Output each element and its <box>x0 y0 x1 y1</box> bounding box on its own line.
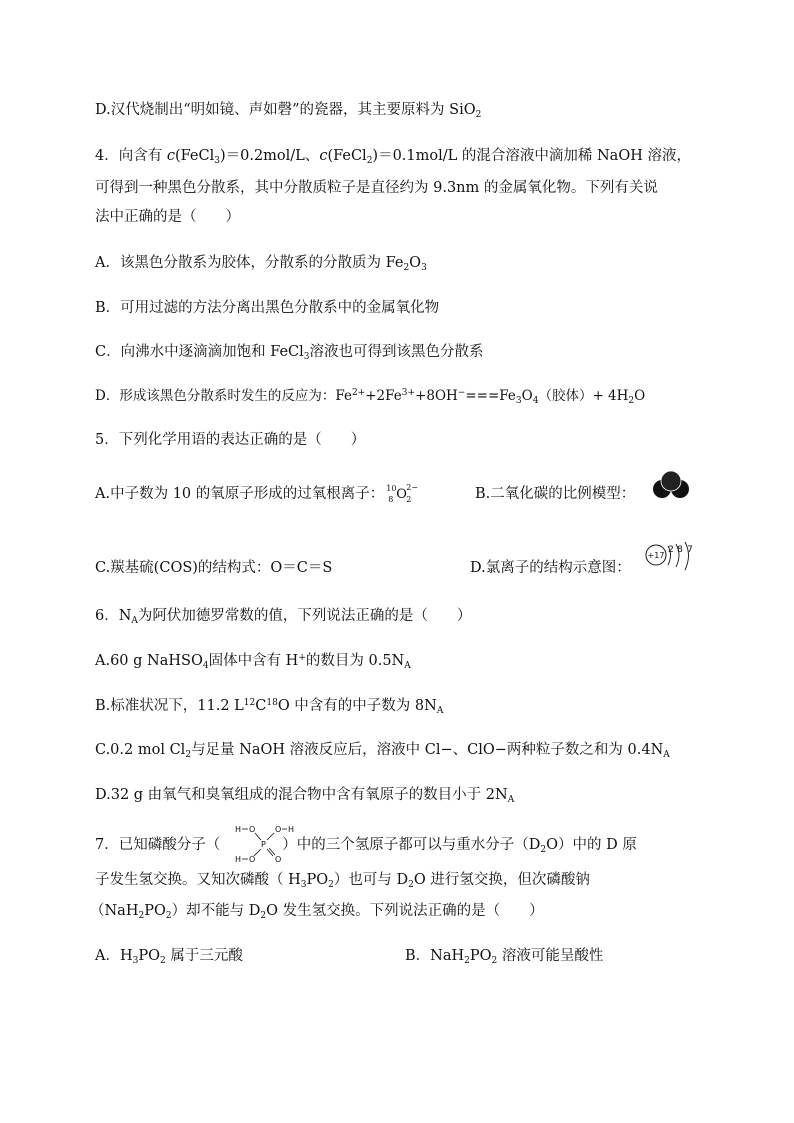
subscript: 3 <box>300 880 307 890</box>
atom-o3: O <box>249 855 256 864</box>
bond <box>269 848 275 855</box>
question-5-option-d: D.氯离子的结构示意图： <box>470 560 631 576</box>
element-symbol: O <box>396 487 407 502</box>
subscript: A <box>404 661 411 671</box>
text: +8OH <box>415 388 458 404</box>
text: 固体中含有 H <box>208 653 299 669</box>
text: ===Fe <box>465 388 516 404</box>
text: (FeCl <box>327 148 367 164</box>
text: D.汉代烧制出“明如镜、声如磬”的瓷器，其主要原料为 SiO <box>95 102 476 118</box>
text: 溶液可能呈酸性 <box>497 948 604 964</box>
atom-h1: H <box>235 825 242 834</box>
question-7-stem <box>95 835 637 855</box>
text: O 中含有的中子数为 8N <box>277 698 437 714</box>
subscript: 2 <box>138 911 145 921</box>
subscript: 2 <box>328 880 334 890</box>
text: O）中的 D 原 <box>546 837 637 853</box>
text: C <box>255 698 267 714</box>
phosphoric-acid-structure-diagram <box>229 822 295 866</box>
text: A．H <box>95 948 133 964</box>
atom-p: P <box>261 840 266 849</box>
carbon-atom <box>661 471 681 491</box>
chloride-ion-structure-diagram <box>643 540 703 580</box>
peroxide-ion-notation <box>384 484 418 504</box>
text: A.中子数为 10 的氧原子形成的过氧根离子： <box>95 486 385 502</box>
subscript: 3 <box>132 956 139 966</box>
subscript: 2 <box>408 880 414 890</box>
subscript: 4 <box>202 661 209 671</box>
superscript: + <box>298 653 306 663</box>
text: C.0.2 mol Cl <box>95 742 186 758</box>
text: O 发生氢交换。下列说法正确的是（ ） <box>266 903 544 919</box>
subscript: 3 <box>303 352 310 362</box>
text: 属于三元酸 <box>165 948 243 964</box>
text: O <box>409 255 422 271</box>
question-5-option-c: C.羰基硫(COS)的结构式：O＝C＝S <box>95 560 333 576</box>
mass-number: 10 <box>386 484 397 493</box>
text: B.标准状况下，11.2 L <box>95 698 244 714</box>
subscript: 2 <box>403 263 410 273</box>
question-5-option-a <box>95 484 418 504</box>
atom-o1: O <box>249 825 256 834</box>
subscript: 3 <box>421 263 427 273</box>
superscript: − <box>457 388 466 398</box>
atomic-number: 8 <box>388 495 394 504</box>
subscript: A <box>436 706 444 716</box>
subscript: 2 <box>464 956 470 966</box>
question-4-option-a <box>95 253 427 273</box>
text: ）也可与 D <box>333 872 409 888</box>
subscript: A <box>663 750 670 760</box>
subscript: 2 <box>366 156 373 166</box>
text: PO <box>138 948 161 964</box>
text: 6．N <box>95 608 132 624</box>
question-6-option-c <box>95 740 670 760</box>
text: A．该黑色分散系为胶体，分散系的分散质为 Fe <box>95 255 404 271</box>
text: PO <box>469 948 492 964</box>
text: （胶体）+ 4H <box>538 388 629 404</box>
shell-electrons-2: 8 <box>677 545 683 555</box>
text: O 进行氢交换，但次磷酸钠 <box>413 872 590 888</box>
question-4-option-d <box>95 386 645 406</box>
question-6-stem <box>95 606 471 626</box>
question-4-line-2: 可得到一种黑色分散系，其中分散质粒子是直径约为 9.3nm 的金属氧化物。下列有关说 <box>95 180 658 196</box>
subscript: 3 <box>515 396 522 406</box>
atom-o4: O <box>275 855 282 864</box>
text: (FeCl <box>174 148 215 164</box>
subscript: 2 <box>475 110 482 120</box>
question-4-option-c <box>95 342 484 362</box>
text: C．向沸水中逐滴滴加饱和 FeCl <box>95 344 304 360</box>
subscript: 2 <box>185 750 192 760</box>
question-6-option-a <box>95 651 411 671</box>
question-5-stem: 5．下列化学用语的表达正确的是（ ） <box>95 432 366 448</box>
text: PO <box>306 872 329 888</box>
subscript: 2 <box>165 911 172 921</box>
bond <box>255 833 261 840</box>
subscript: 2 <box>160 956 166 966</box>
text: B．NaH <box>405 948 465 964</box>
option-d-line <box>95 100 481 120</box>
text: D.32 g 由氧气和臭氧组成的混合物中含有氧原子的数目小于 2N <box>95 787 508 803</box>
superscript: 18 <box>266 698 278 708</box>
text: O <box>521 388 533 404</box>
question-6-option-b <box>95 696 443 716</box>
nucleus-charge: +17 <box>647 551 665 560</box>
question-7-line-3 <box>90 901 544 921</box>
bond <box>267 849 273 856</box>
subscript: 2 <box>260 911 267 921</box>
question-5-option-b: B.二氧化碳的比例模型： <box>475 486 636 502</box>
text: 的数目为 0.5N <box>305 653 405 669</box>
text: O <box>634 388 646 404</box>
co2-space-filling-model-icon <box>651 468 691 502</box>
subscript: A <box>131 616 138 626</box>
text: c <box>166 148 175 164</box>
text: ）却不能与 D <box>171 903 261 919</box>
subscript: 2 <box>540 845 547 855</box>
text: 溶液也可得到该黑色分散系 <box>309 344 484 360</box>
subscript: 2 <box>491 956 498 966</box>
charge: 2− <box>406 483 419 492</box>
superscript: 3+ <box>401 388 416 398</box>
question-4-line-3: 法中正确的是（ ） <box>95 209 240 225</box>
subscript: 3 <box>214 156 220 166</box>
shell-electrons-1: 2 <box>668 545 674 555</box>
atom-h3: H <box>235 855 242 864</box>
subscript: A <box>507 795 515 805</box>
text: 7．已知磷酸分子（ <box>95 837 221 853</box>
text: c <box>319 148 328 164</box>
text: 4．向含有 <box>95 148 167 164</box>
text: A.60 g NaHSO <box>95 653 203 669</box>
superscript: 12 <box>243 698 256 708</box>
shell-electrons-3: 7 <box>687 545 693 555</box>
subscript: 4 <box>532 396 539 406</box>
question-4-option-b: B．可用过滤的方法分离出黑色分散系中的金属氧化物 <box>95 300 440 316</box>
bond <box>267 833 274 840</box>
question-7-line-2 <box>95 870 590 890</box>
text: )＝0.1mol/L 的混合溶液中滴加稀 NaOH 溶液， <box>372 148 691 164</box>
text: 子发生氢交换。又知次磷酸（ H <box>95 872 301 888</box>
atom-h2: H <box>288 825 295 834</box>
text: +2Fe <box>365 388 402 404</box>
question-6-option-d <box>95 785 514 805</box>
question-4-stem <box>95 146 691 166</box>
question-7-option-b <box>405 946 603 966</box>
atom-o2: O <box>275 825 282 834</box>
text: （NaH <box>90 903 139 919</box>
text: PO <box>144 903 166 919</box>
text: ）中的三个氢原子都可以与重水分子（D <box>282 837 541 853</box>
question-7-option-a <box>95 946 243 966</box>
text: 与足量 NaOH 溶液反应后，溶液中 Cl−、ClO−两种粒子数之和为 0.4N <box>191 742 664 758</box>
superscript: 2+ <box>351 388 366 398</box>
subscript: 2 <box>406 495 412 504</box>
text: 为阿伏加德罗常数的值，下列说法正确的是（ ） <box>137 608 472 624</box>
subscript: 2 <box>628 396 635 406</box>
text: )＝0.2mol/L、 <box>219 148 320 164</box>
text: D．形成该黑色分散系时发生的反应为：Fe <box>95 388 352 404</box>
